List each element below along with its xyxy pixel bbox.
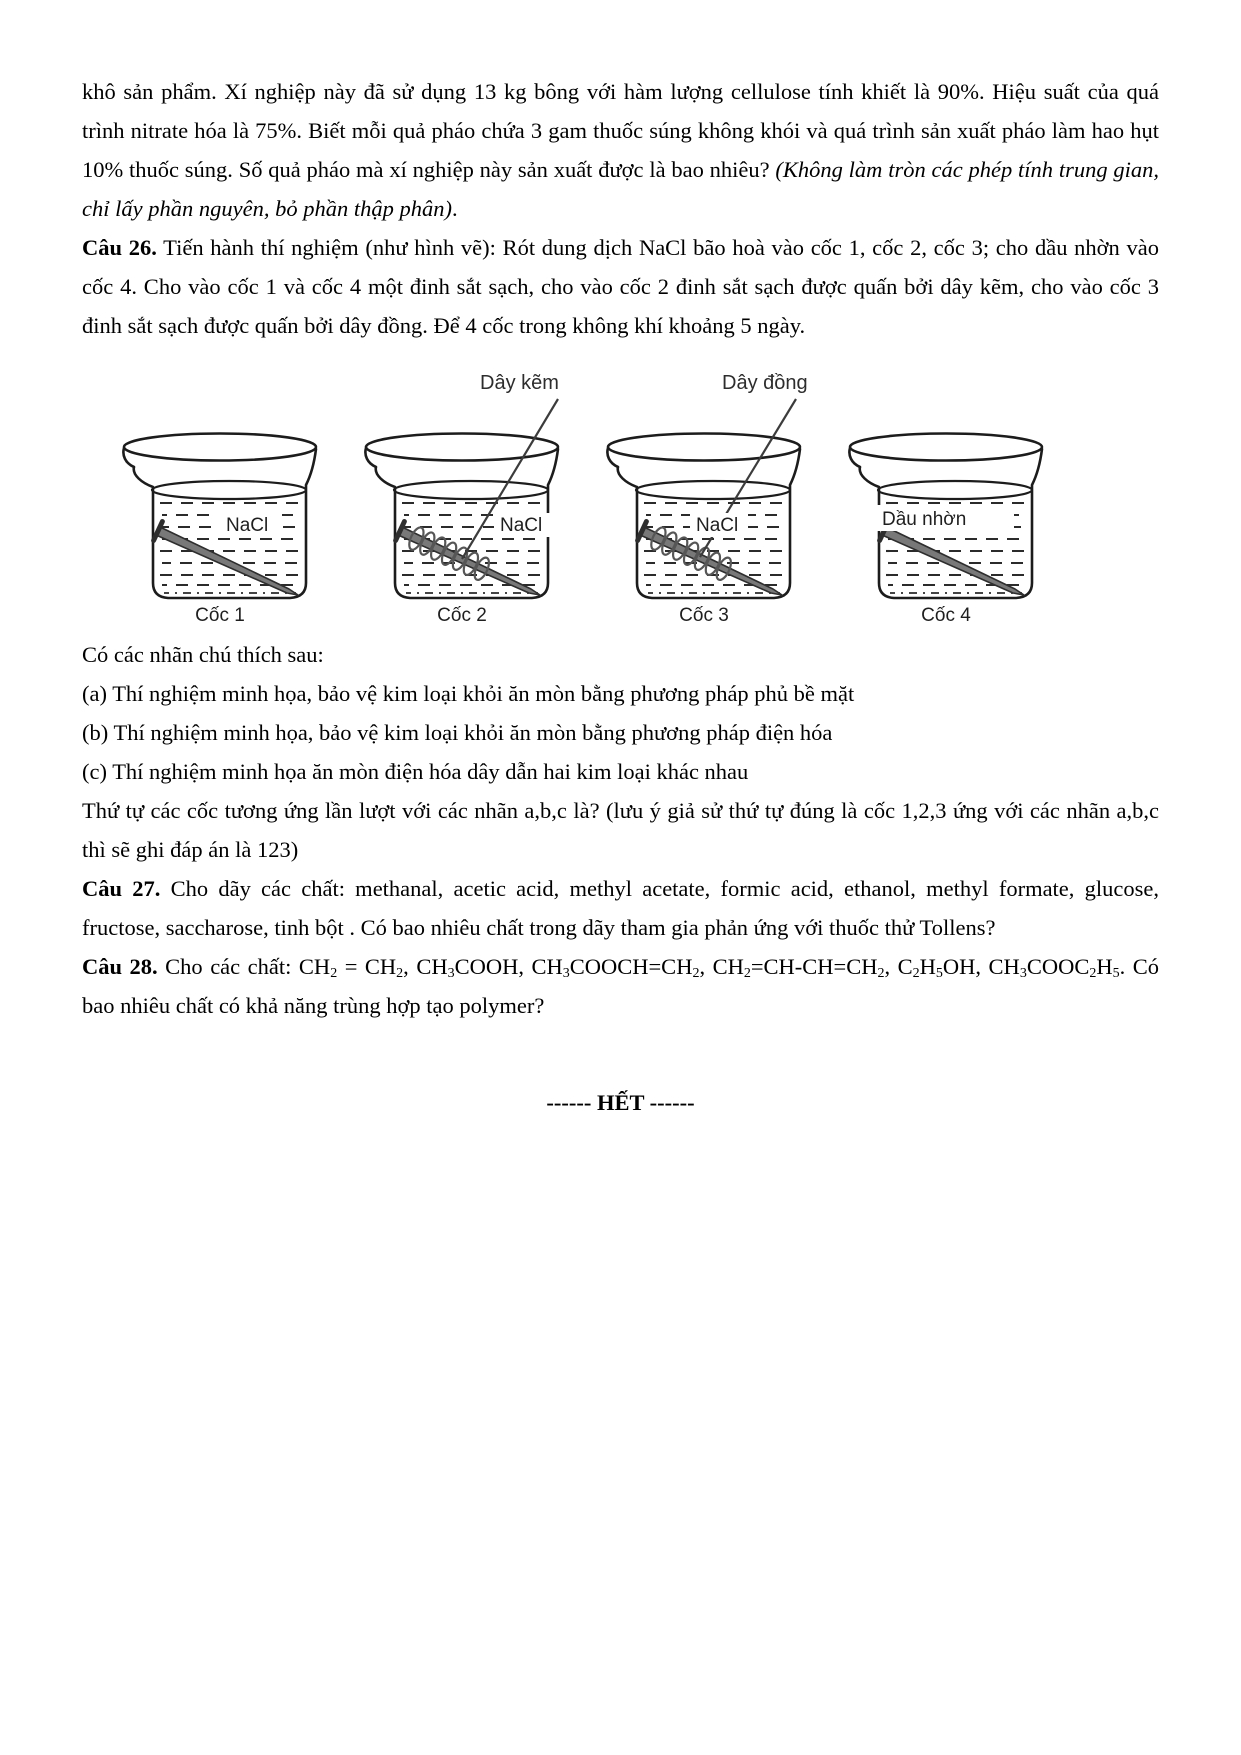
paragraph-label-b: (b) Thí nghiệm minh họa, bảo vệ kim loại khỏi ăn mòn bằng phương pháp điện hóa (82, 720, 833, 745)
liquid-label-group (494, 513, 550, 537)
wire-label-row (362, 371, 562, 397)
beaker-cell-3 (604, 371, 808, 629)
paragraph-q28: Câu 28. Cho các chất: $CH_2 = CH_2$, $CH_3COOH$, $CH_3COOCH=CH_2$, $CH_2=CH-CH=CH_2$, $C_2H_5OH$, $CH_3COOC_2H_5$. Có bao nhiêu chất có khả năng trùng hợp tạo polymer? (82, 954, 1159, 1018)
paragraph-q27: Câu 27. Cho dãy các chất: methanal, acetic acid, methyl acetate, formic acid, ethanol, methyl formate, glucose, fructose, saccharose, tinh bột . Có bao nhiêu chất trong dãy tham gia phản ứng với thuốc thử Tollens? (82, 876, 1159, 940)
wire-label: Dây kẽm (480, 372, 559, 394)
liquid-label: NaCl (500, 515, 543, 536)
beaker-caption: Cốc 4 (921, 605, 971, 626)
liquid-label-group (690, 513, 748, 537)
wire-label-row (846, 371, 1046, 397)
beaker-caption: Cốc 1 (195, 605, 245, 626)
beaker-icon (120, 397, 320, 603)
paragraph-labels-intro: Có các nhãn chú thích sau: (82, 642, 324, 667)
liquid-label: NaCl (696, 515, 739, 536)
beaker-cell-1 (120, 371, 320, 629)
paragraph-label-c: (c) Thí nghiệm minh họa ăn mòn điện hóa dây dẫn hai kim loại khác nhau (82, 759, 749, 784)
beaker-cell-4 (846, 371, 1046, 629)
beaker-icon (846, 397, 1046, 603)
paragraph-question-order: Thứ tự các cốc tương ứng lần lượt với các nhãn a,b,c là? (lưu ý giả sử thứ tự đúng là cốc 1,2,3 ứng với các nhãn a,b,c thì sẽ ghi đáp án là 123) (82, 798, 1159, 862)
beaker-icon (604, 397, 804, 603)
liquid-label-group (218, 513, 282, 537)
paragraph-q25-tail: khô sản phẩm. Xí nghiệp này đã sử dụng 13 kg bông với hàm lượng cellulose tính khiết là 90%. Hiệu suất của quá trình nitrate hóa là 75%. Biết mỗi quả pháo chứa 3 gam thuốc súng không khói và quá trình sản xuất pháo làm hao hụt 10% thuốc súng. Số quả pháo mà xí nghiệp này sản xuất được là bao nhiêu? (Không làm tròn các phép tính trung gian, chỉ lấy phần nguyên, bỏ phần thập phân). (82, 79, 1159, 221)
beaker-caption: Cốc 3 (679, 605, 729, 626)
wire-label-row (120, 371, 320, 397)
beaker-icon (362, 397, 562, 603)
liquid-label: Dầu nhờn (882, 509, 967, 530)
wire-label: Dây đồng (722, 372, 808, 394)
liquid-label-group (874, 505, 1014, 531)
paragraph-q26: Câu 26. Tiến hành thí nghiệm (như hình vẽ): Rót dung dịch NaCl bão hoà vào cốc 1, cốc 2, cốc 3; cho dầu nhờn vào cốc 4. Cho vào cốc 1 và cốc 4 một đinh sắt sạch, cho vào cốc 2 đinh sắt sạch được quấn bởi dây kẽm, cho vào cốc 3 đinh sắt sạch được quấn bởi dây đồng. Để 4 cốc trong không khí khoảng 5 ngày. (82, 235, 1159, 338)
beaker-cell-2 (362, 371, 562, 629)
wire-label-row (604, 371, 808, 397)
liquid-label: NaCl (226, 515, 269, 536)
end-mark: ------ HẾT ------ (546, 1090, 695, 1115)
paragraph-label-a: (a) Thí nghiệm minh họa, bảo vệ kim loại khỏi ăn mòn bằng phương pháp phủ bề mặt (82, 681, 855, 706)
experiment-figure (82, 371, 1159, 629)
beaker-caption: Cốc 2 (437, 605, 487, 626)
